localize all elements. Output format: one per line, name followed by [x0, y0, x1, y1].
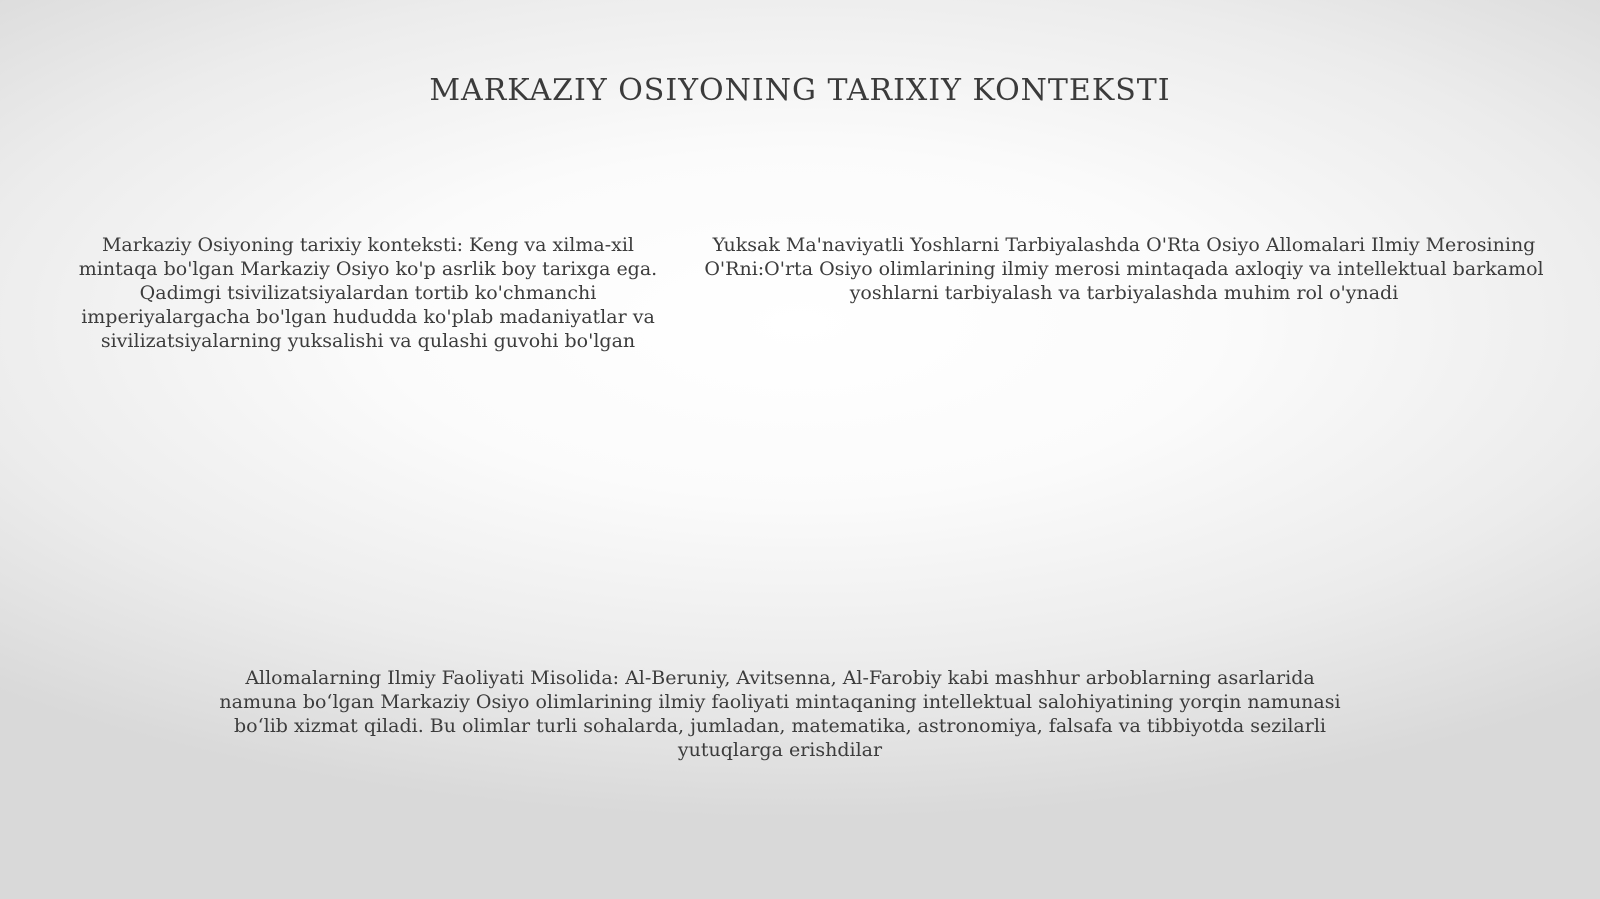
paragraph-scholarly-heritage: Yuksak Ma'naviyatli Yoshlarni Tarbiyalashda O'Rta Osiyo Allomalari Ilmiy Merosining O'Rni:O'rta Osiyo olimlarining ilmiy merosi mintaqada axloqiy va intellektual barkamol yoshlarni tarbiyalash va tarbiyalashda muhim rol o'ynadi [704, 234, 1544, 304]
paragraph-historical-context: Markaziy Osiyoning tarixiy konteksti: Keng va xilma-xil mintaqa bo'lgan Markaziy Osiyo ko'p asrlik boy tarixga ega. Qadimgi tsivilizatsiyalardan tortib ko'chmanchi imperiyalargacha bo'lgan hududda ko'plab madaniyatlar va sivilizatsiyalarning yuksalishi va qulashi guvohi bo'lgan [78, 234, 658, 352]
slide-title: MARKAZIY OSIYONING TARIXIY KONTEKSTI [429, 73, 1171, 108]
paragraph-scholars-activity: Allomalarning Ilmiy Faoliyati Misolida: Al-Beruniy, Avitsenna, Al-Farobiy kabi mashhur arboblarning asarlarida namuna boʻlgan Markaziy Osiyo olimlarining ilmiy faoliyati mintaqaning intellektual salohiyatining yorqin namunasi boʻlib xizmat qiladi. Bu olimlar turli sohalarda, jumladan, matematika, astronomiya, falsafa va tibbiyotda sezilarli yutuqlarga erishdilar [219, 667, 1341, 761]
